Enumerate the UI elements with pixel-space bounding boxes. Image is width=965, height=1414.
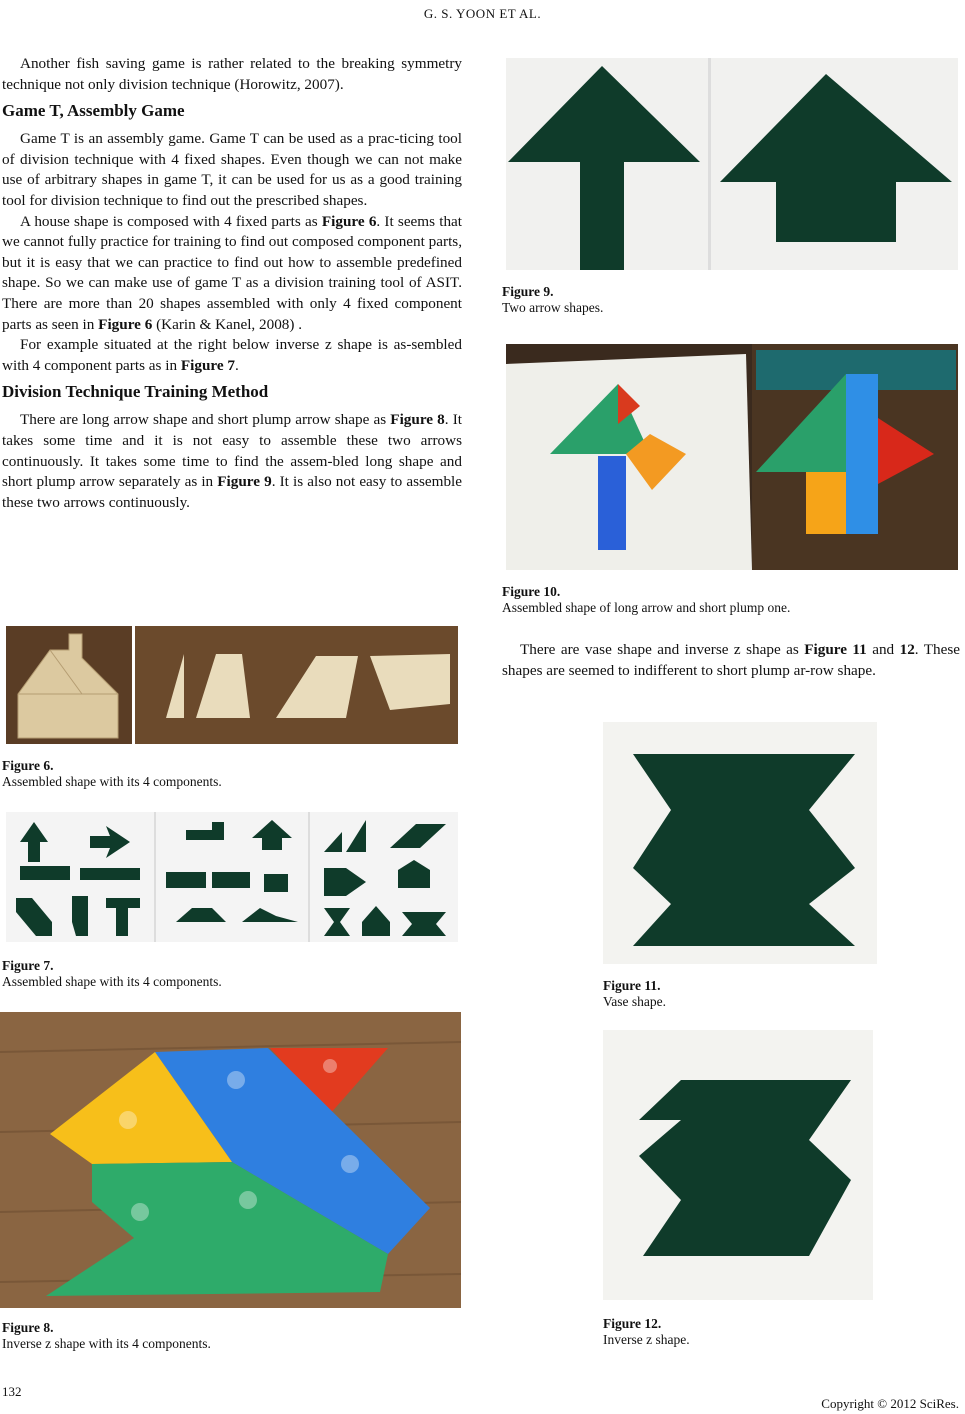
figure-ref-12[interactable]: 12 [899,641,915,658]
figure-label: Figure 10. [502,584,561,599]
copyright-notice: Copyright © 2012 SciRes. [821,1396,959,1411]
figure-12-caption [603,1316,690,1348]
text-run: There are long arrow shape and short plump arrow shape as [20,411,391,429]
paragraph-arrows [2,410,462,513]
paragraph-fish-saving: Another fish saving game is rather related to the breaking symmetry technique not only division technique (Horowitz, 2007). [2,55,462,93]
text-run: For example situated at the right below inverse z shape is as-sembled with 4 component parts as in [2,336,462,374]
figure-label: Figure 6. [2,758,54,773]
figure-label: Figure 9. [502,284,554,299]
text-run: . It seems that we cannot fully practice for training to find out composed component parts, but it is easy that we can practice to find out how to assemble predefined shape. So we can make use of game T as a division training tool of ASIT. There are more than 20 shapes assembled with only 4 fixed component parts as seen in [2,212,462,333]
figure-8-image [0,1012,461,1308]
left-column [2,54,462,513]
text-run: . These shapes are seemed to indifferent to short plump ar-row shape. [502,641,961,679]
figure-11-caption [603,978,666,1010]
figure-caption: Assembled shape with its 4 components. [2,974,222,989]
text-run: . It is also not easy to assemble these two arrows continuously. [2,473,462,511]
figure-caption: Two arrow shapes. [502,300,604,315]
figure-caption: Inverse z shape. [603,1332,690,1347]
section-title-division: Division Technique Training Method [2,382,269,402]
section-title-game-t: Game T, Assembly Game [2,101,185,121]
figure-caption: Assembled shape with its 4 components. [2,774,222,789]
running-header: G. S. YOON ET AL. [423,6,542,21]
paragraph-inverse-z [2,335,462,376]
figure-9-image [506,58,958,270]
text-run: and [866,641,900,658]
figure-ref-6[interactable]: Figure 6 [321,212,377,230]
figure-label: Figure 7. [2,958,54,973]
paragraph-game-t: Game T is an assembly game. Game T can be used as a prac-ticing tool of division technique with 4 fixed shapes. Even though we can not make use of arbitrary shapes in game T, it can be used for us as a good training tool for division technique to find out the prescribed shapes. [2,130,462,209]
figure-label: Figure 8. [2,1320,54,1335]
figure-10-caption [502,584,790,616]
right-column [502,640,960,681]
paragraph-vase-inverse-z [502,640,960,681]
figure-caption: Vase shape. [603,994,666,1009]
figure-ref-7[interactable]: Figure 7 [180,356,235,374]
figure-ref-6b[interactable]: Figure 6 [98,315,153,333]
figure-12-image [603,1030,873,1300]
figure-7-caption [2,958,222,990]
text-run: (Karin & Kanel, 2008) . [152,315,303,333]
figure-7-image [6,812,458,942]
text-run: There are vase shape and inverse z shape as [520,641,805,658]
page-number: 132 [2,1384,22,1399]
figure-caption: Assembled shape of long arrow and short plump one. [502,600,791,615]
text-run: . It takes some time and it is not easy to assemble these two arrows continuously. It takes some time to find the assem-bled long shape and short plump arrow separately as in [2,411,462,491]
figure-label: Figure 12. [603,1316,662,1331]
figure-ref-9[interactable]: Figure 9 [217,473,272,491]
figure-6-image [6,626,458,744]
figure-caption: Inverse z shape with its 4 components. [2,1336,211,1351]
figure-10-image [506,344,958,570]
figure-ref-8[interactable]: Figure 8 [390,411,445,429]
figure-11-image [603,722,877,964]
figure-ref-11[interactable]: Figure 11 [804,641,867,658]
figure-8-caption [2,1320,211,1352]
paragraph-house-shape [2,212,462,336]
figure-6-caption [2,758,222,790]
figure-label: Figure 11. [603,978,661,993]
text-run: A house shape is composed with 4 fixed parts as [20,212,322,230]
figure-9-caption [502,284,603,316]
text-run: . [235,356,239,374]
